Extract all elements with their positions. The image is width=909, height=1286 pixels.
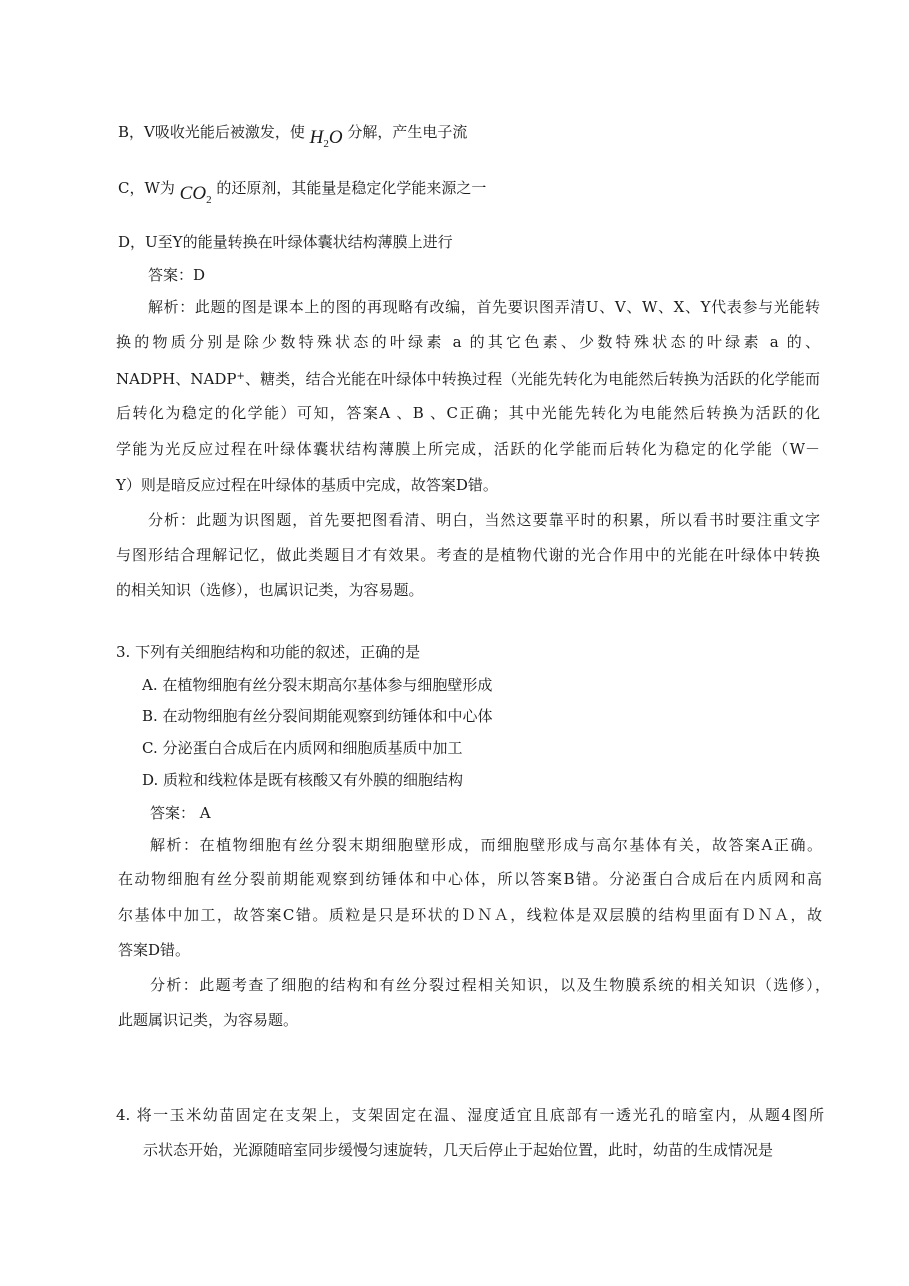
option-b xyxy=(118,122,467,148)
analysis-line: 尔基体中加工，故答案C错。质粒是只是环状的ＤＮＡ，线粒体是双层膜的结构里面有ＤＮＡ，故 xyxy=(118,906,822,924)
question-4-stem: 示状态开始，光源随暗室同步缓慢匀速旋转，几天后停止于起始位置，此时，幼苗的生成情况是 xyxy=(143,1141,774,1159)
analysis-line: NADPH、NADP+、糖类，结合光能在叶绿体中转换过程（光能先转化为电能然后转换为活跃的化学能而 xyxy=(116,370,820,388)
question-3-option-a: A. 在植物细胞有丝分裂末期高尔基体参与细胞壁形成 xyxy=(142,676,493,694)
option-c xyxy=(118,178,486,204)
answer-q3: 答案： A xyxy=(150,804,211,822)
water-formula: $H_2O$ xyxy=(309,127,343,150)
analysis-line: 后转化为稳定的化学能）可知，答案A 、B 、C正确；其中光能先转化为电能然后转换为活跃的化 xyxy=(116,404,820,422)
analysis-line: 解析：在植物细胞有丝分裂末期细胞壁形成，而细胞壁形成与高尔基体有关，故答案A正确。 xyxy=(150,836,822,854)
analysis-line: 解析：此题的图是课本上的图的再现略有改编，首先要识图弄清U、V、W、X、Y代表参与光能转 xyxy=(148,298,820,316)
analysis-line: 学能为光反应过程在叶绿体囊状结构薄膜上所完成，活跃的化学能而后转化为稳定的化学能（W－ xyxy=(116,440,820,458)
analysis-line: 换的物质分别是除少数特殊状态的叶绿素 a 的其它色素、少数特殊状态的叶绿素 a 的、 xyxy=(116,333,820,351)
question-3-stem: 3. 下列有关细胞结构和功能的叙述，正确的是 xyxy=(116,643,421,661)
option-d: D，U至Y的能量转换在叶绿体囊状结构薄膜上进行 xyxy=(118,233,453,251)
co2-formula: $CO_2$ xyxy=(179,183,212,206)
comment-line: 分析：此题考查了细胞的结构和有丝分裂过程相关知识，以及生物膜系统的相关知识（选修）， xyxy=(150,976,830,994)
answer-q2: 答案：D xyxy=(148,266,206,284)
option-b-tail: 分解，产生电子流 xyxy=(342,123,468,141)
comment-line: 与图形结合理解记忆，做此类题目才有效果。考查的是植物代谢的光合作用中的光能在叶绿体中转换 xyxy=(116,546,820,564)
analysis-line: Y）则是暗反应过程在叶绿体的基质中完成，故答案D错。 xyxy=(116,476,498,494)
question-3-option-b: B. 在动物细胞有丝分裂间期能观察到纺锤体和中心体 xyxy=(142,707,493,725)
option-b-text: B，V吸收光能后被激发，使 xyxy=(118,123,310,141)
comment-line: 的相关知识（选修），也属识记类，为容易题。 xyxy=(116,581,424,599)
question-4-stem: 4. 将一玉米幼苗固定在支架上，支架固定在温、湿度适宜且底部有一透光孔的暗室内，从题4图所 xyxy=(116,1106,824,1124)
analysis-line: 答案D错。 xyxy=(118,941,191,959)
option-c-tail: 的还原剂，其能量是稳定化学能来源之一 xyxy=(211,179,487,197)
comment-line: 此题属识记类，为容易题。 xyxy=(118,1011,299,1029)
comment-line: 分析：此题为识图题，首先要把图看清、明白，当然这要靠平时的积累，所以看书时要注重文字 xyxy=(148,511,820,529)
analysis-line: 在动物细胞有丝分裂前期能观察到纺锤体和中心体，所以答案B错。分泌蛋白合成后在内质网和高 xyxy=(118,870,822,888)
option-c-text: C，W为 xyxy=(118,179,180,197)
question-3-option-c: C. 分泌蛋白合成后在内质网和细胞质基质中加工 xyxy=(142,739,463,757)
question-3-option-d: D. 质粒和线粒体是既有核酸又有外膜的细胞结构 xyxy=(142,771,464,789)
